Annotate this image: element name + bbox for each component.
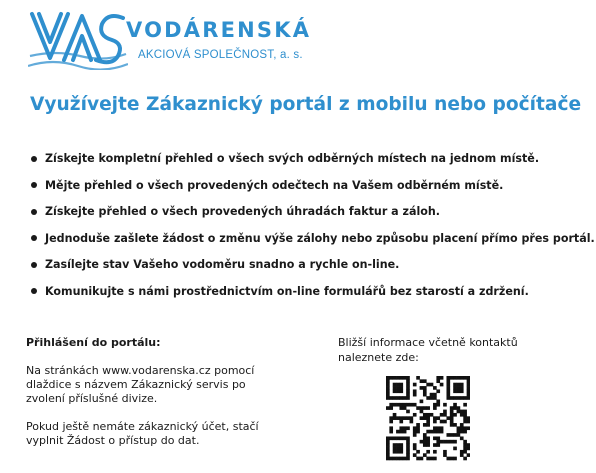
list-item-text: Komunikujte s námi prostřednictvím on-line formulářů bez starostí a zdržení. (45, 284, 529, 298)
list-item-text: Získejte přehled o všech provedených úhradách faktur a záloh. (45, 205, 440, 218)
list-item (30, 285, 595, 312)
bullet-icon (31, 156, 37, 162)
more-info-text: Bližší informace včetně kontaktů naleznete zde: (338, 336, 518, 364)
company-logo (28, 8, 312, 74)
list-item (30, 152, 595, 179)
list-item-text: Získejte kompletní přehled o všech svých odběrných místech na jednom místě. (45, 152, 540, 165)
vas-logo-icon (28, 8, 128, 70)
bullet-icon (31, 262, 37, 268)
logo-subtitle: AKCIOVÁ SPOLEČNOST, a. s. (138, 49, 303, 61)
logo-brand-name: VODÁRENSKÁ (126, 18, 312, 42)
list-item-text: Zasílejte stav Vašeho vodoměru snadno a rychle on-line. (45, 258, 400, 271)
bullet-icon (31, 288, 37, 294)
page-title: Využívejte Zákaznický portál z mobilu nebo počítače (30, 94, 582, 115)
list-item (30, 179, 595, 206)
account-request-note: Pokud ještě nemáte zákaznický účet, stačí vyplnit Žádost o přístup do dat. (26, 420, 259, 447)
benefits-list (30, 152, 595, 311)
qr-code-icon[interactable] (386, 376, 470, 468)
bullet-icon (31, 209, 37, 215)
list-item (30, 258, 595, 285)
list-item-text: Jednoduše zašlete žádost o změnu výše zálohy nebo způsobu placení přímo přes portál. (45, 231, 595, 245)
list-item (30, 205, 595, 232)
login-instructions: Na stránkách www.vodarenska.cz pomocí dlaždice s názvem Zákaznický servis po zvolení příslušné divize. (26, 364, 255, 405)
bullet-icon (31, 235, 37, 241)
list-item-text: Mějte přehled o všech provedených odečtech na Vašem odběrném místě. (45, 178, 504, 192)
login-section-title: Přihlášení do portálu: (26, 336, 161, 349)
bullet-icon (31, 182, 37, 188)
list-item (30, 232, 595, 259)
